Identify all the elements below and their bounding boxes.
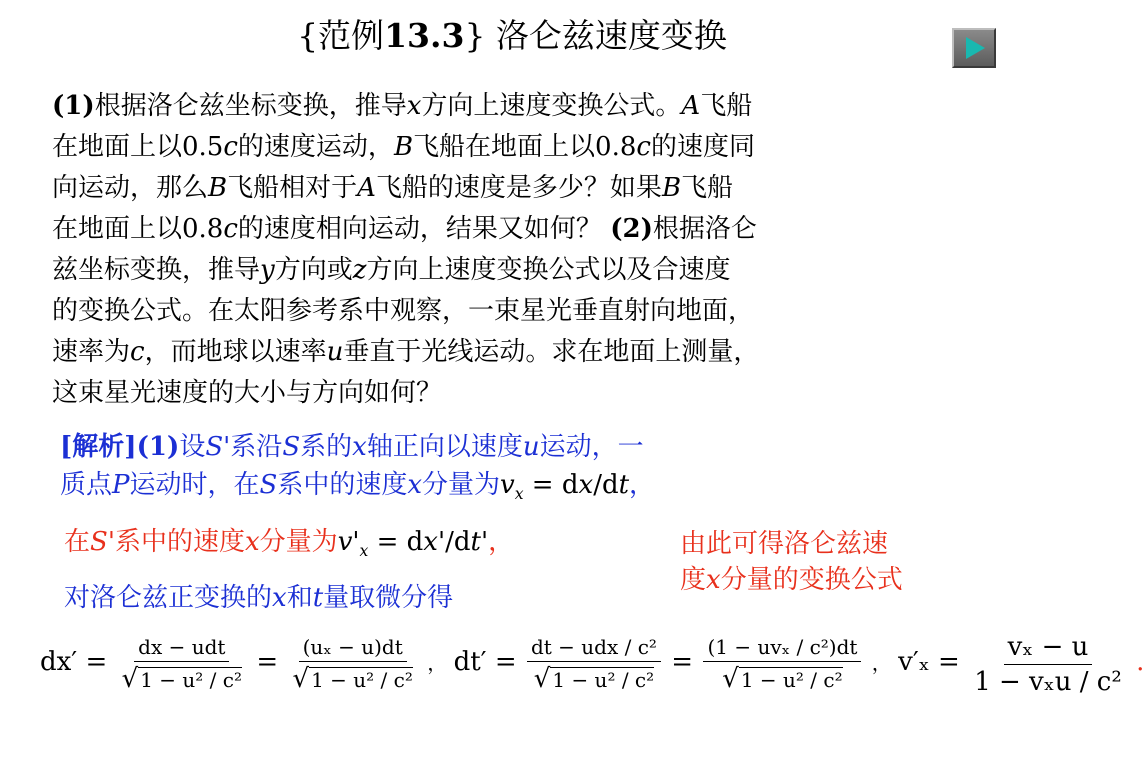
problem-statement [52,86,972,414]
problem-line: 这束星光速度的大小与方向如何？ [52,378,443,408]
transform-formulas: dx′ = $\frac{\text{dx − udt}}{\text{√ 1 − u² / c²}}$ = $\frac{\text{(uₓ − u)dt}}{\text{√ 1 − u² / c²}}$ ， dt′ = $\frac{\text{dt − udx / c²}}{\text{√ 1 − u² / c²}}$ = $\frac{\text{(1 − uvₓ / c²)dt}}{\text{√ 1 − u² / c²}}$ ， v′ₓ = $\frac{\text{vₓ − u}}{\text{1 − vₓu / c²}}$ . [40,632,1144,697]
blue-differential-line: 对洛仑兹正变换的x和t量取微分得 [64,583,454,613]
analysis-line: 质点P运动时，在S系中的速度x分量为$v_x = dx/dt$， [60,470,656,504]
problem-line: 向运动，那么B飞船相对于A飞船的速度是多少？如果B飞船 [52,173,734,203]
analysis-line: [解析](1)设S'系沿S系的x轴正向以速度u运动，一 [60,432,644,462]
analysis-text [60,428,820,513]
problem-line: (1)根据洛仑兹坐标变换，推导x方向上速度变换公式。A飞船 [52,91,753,121]
formula-dt-lhs: dt′ = [453,647,517,677]
formula-dt-frac: $\frac{\text{dt − udx / c²}}{\text{√ 1 − u² / c²}}$ [527,635,661,694]
formula-dx-frac2: $\frac{\text{(uₓ − u)dt}}{\text{√ 1 − u² / c²}}$ [292,635,413,694]
formula-dt-frac2: $\frac{\text{(1 − uvₓ / c²)dt}}{\text{√ 1 − u² / c²}}$ [703,635,861,694]
formula-v-frac: $\frac{\text{vₓ − u}}{\text{1 − vₓu / c²}}$ [974,632,1122,697]
problem-line: 在地面上以0.5c的速度运动，B飞船在地面上以0.8c的速度同 [52,132,755,162]
formula-dx-frac: $\frac{\text{dx − udt}}{\text{√ 1 − u² / c²}}$ [121,635,242,694]
problem-line: 速率为c，而地球以速率u垂直于光线运动。求在地面上测量， [52,337,760,367]
problem-line: 兹坐标变换，推导y方向或z方向上速度变换公式以及合速度 [52,255,731,285]
red-velocity-line: 在S'系中的速度x分量为$v'_x = dx'/dt'$， [64,527,515,561]
next-slide-button[interactable] [952,28,996,68]
formula-v-lhs: v′ₓ = [898,647,960,677]
problem-line: 在地面上以0.8c的速度相向运动，结果又如何？ (2)根据洛仑 [52,214,757,244]
red-conclusion-note: 由此可得洛仑兹速 度x分量的变换公式 [680,529,903,595]
problem-line: 的变换公式。在太阳参考系中观察，一束星光垂直射向地面， [52,296,755,326]
play-triangle-icon [966,37,985,59]
formula-dx-lhs: dx′ = [40,647,108,677]
slide-title: {范例13.3} 洛仑兹速度变换 [297,16,727,55]
